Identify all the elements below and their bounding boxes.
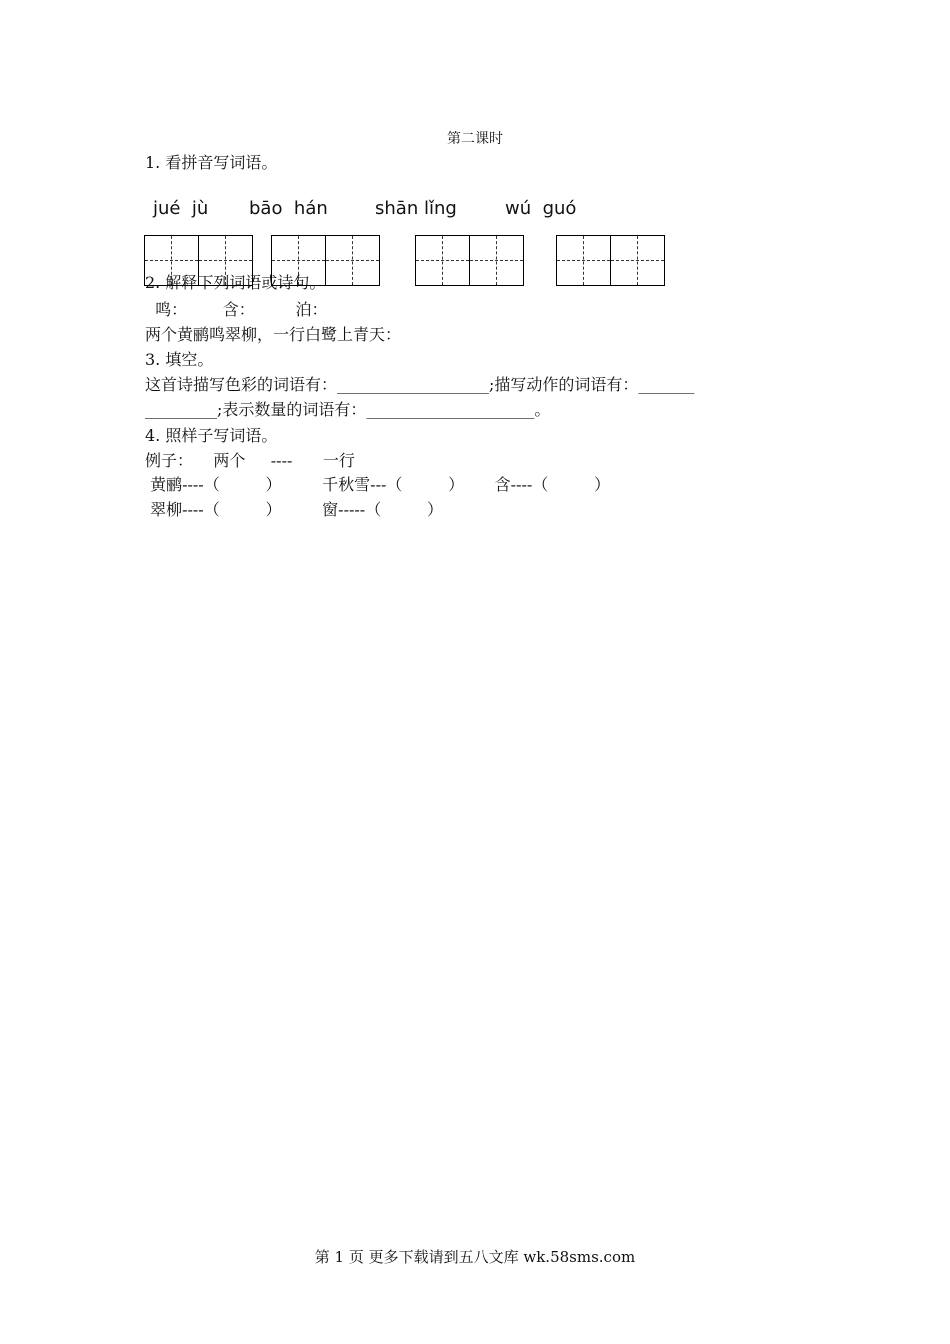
question-4-example: 例子： 两个 ---- 一行 <box>145 451 355 470</box>
page-footer: 第 1 页 更多下载请到五八文库 wk.58sms.com <box>314 1248 636 1266</box>
writing-box-group-2[interactable] <box>271 235 380 285</box>
question-2-sentence: 两个黄鹂鸣翠柳，一行白鹭上青天： <box>145 325 402 344</box>
pinyin-2: bāo hán <box>249 198 328 219</box>
page-title: 第二课时 <box>447 131 503 147</box>
writing-box-group-3[interactable] <box>415 235 524 285</box>
writing-cell[interactable] <box>326 235 380 286</box>
pinyin-1: jué jù <box>153 198 209 219</box>
writing-box-group-1[interactable] <box>144 235 253 285</box>
writing-cell[interactable] <box>144 235 199 286</box>
question-4-row-1: 黄鹂----（ ） 千秋雪---（ ） 含----（ ） <box>145 475 611 494</box>
question-4-row-2: 翠柳----（ ） 窗-----（ ） <box>145 500 443 519</box>
question-3-heading: 3. 填空。 <box>145 350 214 369</box>
writing-cell[interactable] <box>415 235 470 286</box>
question-3-line-2: _________;表示数量的词语有：_____________________。 <box>145 400 551 419</box>
pinyin-3: shān lǐng <box>375 198 457 219</box>
pinyin-4: wú guó <box>505 198 577 219</box>
question-4-heading: 4. 照样子写词语。 <box>145 426 278 445</box>
question-3-line-1: 这首诗描写色彩的词语有：___________________;描写动作的词语有：_______ <box>145 375 695 394</box>
question-2-words: 鸣： 含： 泊： <box>145 300 328 319</box>
writing-cell[interactable] <box>199 235 253 286</box>
writing-cell[interactable] <box>556 235 611 286</box>
writing-cell[interactable] <box>611 235 665 286</box>
question-2-heading: 2. 解释下列词语或诗句。 <box>145 273 326 292</box>
writing-box-group-4[interactable] <box>556 235 665 285</box>
writing-cell[interactable] <box>271 235 326 286</box>
writing-cell[interactable] <box>470 235 524 286</box>
question-1-heading: 1. 看拼音写词语。 <box>145 153 278 172</box>
